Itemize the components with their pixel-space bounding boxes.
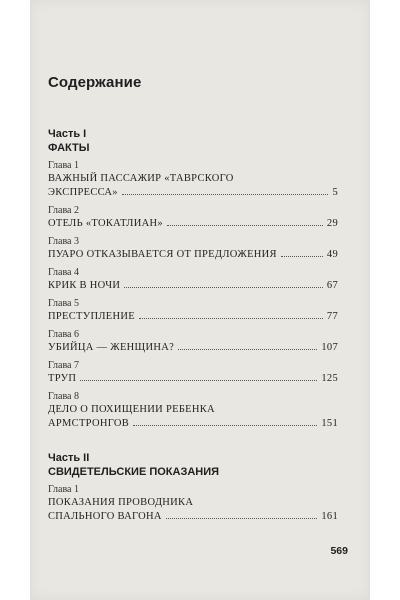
part-label: Часть I	[48, 128, 87, 140]
chapter-title-line	[48, 172, 338, 186]
part-title: СВИДЕТЕЛЬСКИЕ ПОКАЗАНИЯ	[48, 466, 220, 478]
dot-leader	[178, 349, 317, 350]
table-of-contents	[48, 74, 338, 528]
chapter-title-line	[48, 217, 338, 231]
chapter-title: ТРУП	[48, 373, 77, 384]
toc-entry[interactable]	[48, 266, 338, 293]
dot-leader	[80, 380, 317, 381]
chapter-label: Глава 4	[48, 267, 79, 278]
chapter-page-number: 29	[326, 218, 338, 229]
chapter-title-line	[48, 248, 338, 262]
dot-leader	[139, 318, 323, 319]
chapter-page-number: 151	[321, 418, 338, 429]
chapter-label: Глава 6	[48, 329, 79, 340]
chapter-title: ПОКАЗАНИЯ ПРОВОДНИКА	[48, 497, 194, 508]
chapter-title-line	[48, 310, 338, 324]
chapter-label: Глава 3	[48, 236, 79, 247]
chapter-title: ЭКСПРЕССА»	[48, 187, 118, 198]
chapter-title-line	[48, 186, 338, 200]
page-number: 569	[330, 545, 348, 557]
chapter-page-number: 5	[332, 187, 338, 198]
toc-entry[interactable]	[48, 204, 338, 231]
chapter-label: Глава 7	[48, 360, 79, 371]
chapter-title-line	[48, 372, 338, 386]
chapter-label: Глава 1	[48, 160, 79, 171]
chapter-title: ПУАРО ОТКАЗЫВАЕТСЯ ОТ ПРЕДЛОЖЕНИЯ	[48, 249, 277, 260]
dot-leader	[122, 194, 329, 195]
toc-entry[interactable]	[48, 328, 338, 355]
chapter-title: ОТЕЛЬ «ТОКАТЛИАН»	[48, 218, 163, 229]
part-label: Часть II	[48, 452, 90, 464]
chapter-title: УБИЙЦА — ЖЕНЩИНА?	[48, 342, 175, 353]
toc-entry[interactable]	[48, 390, 338, 431]
dot-leader	[133, 425, 317, 426]
chapter-title: ВАЖНЫЙ ПАССАЖИР «ТАВРСКОГО	[48, 173, 234, 184]
chapter-page-number: 125	[321, 373, 338, 384]
chapter-page-number: 49	[326, 249, 338, 260]
chapter-title: КРИК В НОЧИ	[48, 280, 121, 291]
toc-entry[interactable]	[48, 483, 338, 524]
toc-part	[48, 451, 338, 524]
chapter-title-line	[48, 510, 338, 524]
chapter-title: ПРЕСТУПЛЕНИЕ	[48, 311, 135, 322]
toc-entry[interactable]	[48, 235, 338, 262]
chapter-title-line	[48, 403, 338, 417]
chapter-title-line	[48, 279, 338, 293]
chapter-title: ДЕЛО О ПОХИЩЕНИИ РЕБЕНКА	[48, 404, 215, 415]
toc-part	[48, 127, 338, 431]
toc-parts	[48, 127, 338, 524]
chapter-title-line	[48, 341, 338, 355]
toc-entry[interactable]	[48, 297, 338, 324]
chapter-title: АРМСТРОНГОВ	[48, 418, 130, 429]
toc-entry[interactable]	[48, 159, 338, 200]
dot-leader	[166, 518, 318, 519]
part-title: ФАКТЫ	[48, 142, 90, 154]
book-page	[30, 0, 370, 600]
dot-leader	[167, 225, 323, 226]
chapter-page-number: 67	[326, 280, 338, 291]
chapter-label: Глава 8	[48, 391, 79, 402]
chapter-title-line	[48, 496, 338, 510]
chapter-page-number: 161	[321, 511, 338, 522]
toc-title: Содержание	[48, 74, 142, 91]
toc-entry[interactable]	[48, 359, 338, 386]
chapter-label: Глава 1	[48, 484, 79, 495]
dot-leader	[281, 256, 323, 257]
chapter-title-line	[48, 417, 338, 431]
chapter-label: Глава 5	[48, 298, 79, 309]
chapter-label: Глава 2	[48, 205, 79, 216]
chapter-title: СПАЛЬНОГО ВАГОНА	[48, 511, 162, 522]
chapter-page-number: 77	[326, 311, 338, 322]
chapter-page-number: 107	[321, 342, 338, 353]
dot-leader	[124, 287, 323, 288]
